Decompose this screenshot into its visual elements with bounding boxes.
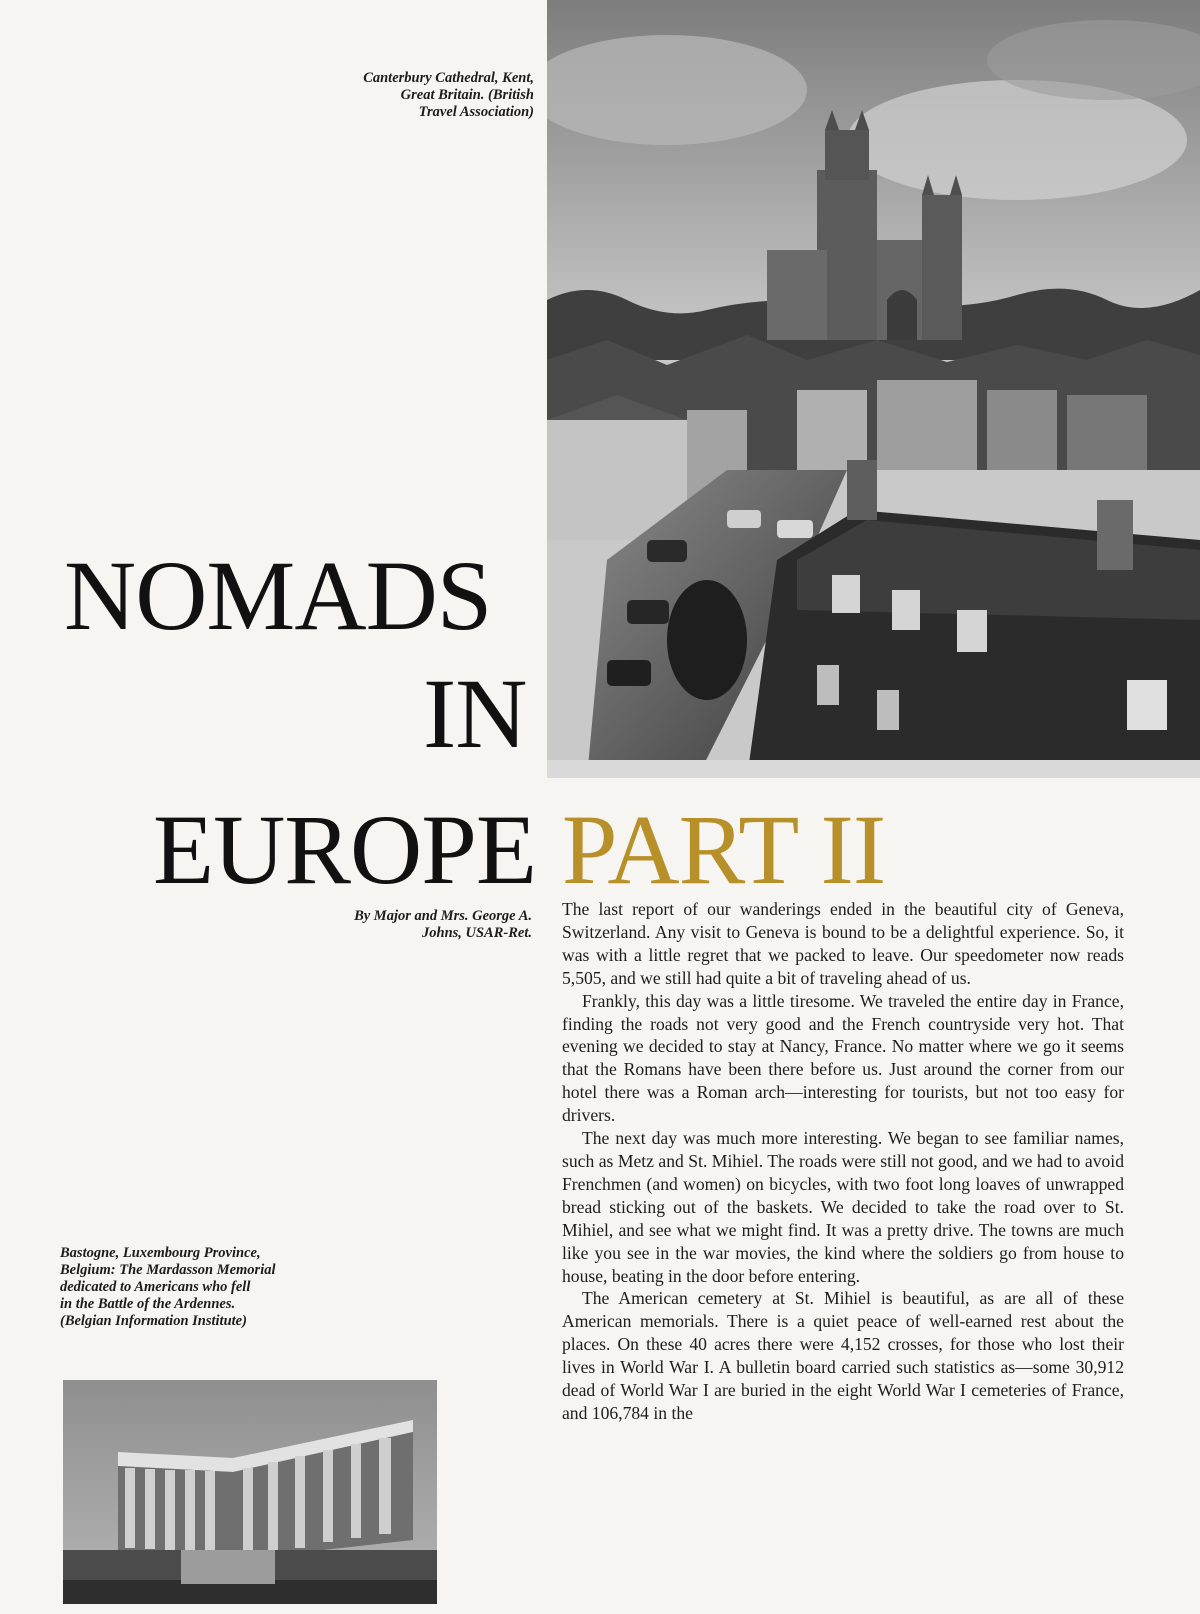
cathedral-caption-line: Great Britain. (British <box>400 87 534 103</box>
headline-part-ii: PART II <box>561 794 886 905</box>
headline-nomads: NOMADS <box>64 540 492 651</box>
byline-line: By Major and Mrs. George A. <box>354 908 532 924</box>
headline-europe-text: EUROPE <box>153 794 536 905</box>
byline-line: Johns, USAR-Ret. <box>422 925 532 941</box>
memorial-caption-line: Bastogne, Luxembourg Province, <box>60 1245 261 1261</box>
article-body <box>562 898 1124 1425</box>
memorial-caption-line: dedicated to Americans who fell <box>60 1279 251 1295</box>
memorial-caption-line: Belgium: The Mardasson Memorial <box>60 1262 276 1278</box>
memorial-caption-line: in the Battle of the Ardennes. <box>60 1296 236 1312</box>
article-paragraph: The next day was much more interesting. We began to see familiar names, such as Metz and St. Mihiel. The roads were still not good, and we had to avoid Frenchmen (and women) on bicycles, with two foot long loaves of unwrapped bread sticking out of the baskets. We decided to take the road over to St. Mihiel, and see what we might find. It was a pretty drive. The towns are much like you see in the war movies, the kind where the soldiers go from house to house, beating in the door before entering. <box>562 1128 1124 1286</box>
article-paragraph: The last report of our wanderings ended in the beautiful city of Geneva, Switzerland. Any visit to Geneva is bound to be a delightful experience. So, it was with a little regret that we packed to leave. Our speedometer now reads 5,505, and we still had quite a bit of traveling ahead of us. <box>562 899 1124 988</box>
headline-europe <box>153 794 886 905</box>
memorial-photo <box>63 1380 437 1604</box>
cathedral-caption-line: Travel Association) <box>418 104 534 120</box>
memorial-caption-line: (Belgian Information Institute) <box>60 1313 247 1329</box>
article-paragraph: The American cemetery at St. Mihiel is beautiful, as are all of these American memorials. There is a quiet peace of well-earned rest about the places. On these 40 acres there were 4,152 crosses, for those who lost their lives in World War I. A bulletin board carried such statistics as—some 30,912 dead of World War I are buried in the eight World War I cemeteries of France, and 106,784 in the <box>562 1288 1124 1423</box>
cathedral-photo <box>547 0 1200 778</box>
cathedral-caption <box>250 70 534 121</box>
article-paragraph: Frankly, this day was a little tiresome. We traveled the entire day in France, finding the roads not very good and the French countryside very hot. That evening we decided to stay at Nancy, France. No matter where we go it seems that the Romans have been there before us. Just around the corner from our hotel there was a Roman arch—interesting for tourists, but not too easy for drivers. <box>562 990 1124 1126</box>
byline <box>250 908 532 942</box>
memorial-photo-image <box>63 1380 437 1604</box>
cathedral-photo-image <box>547 0 1200 778</box>
headline-in: IN <box>423 658 527 769</box>
cathedral-caption-line: Canterbury Cathedral, Kent, <box>363 70 534 86</box>
memorial-caption <box>60 1245 380 1330</box>
